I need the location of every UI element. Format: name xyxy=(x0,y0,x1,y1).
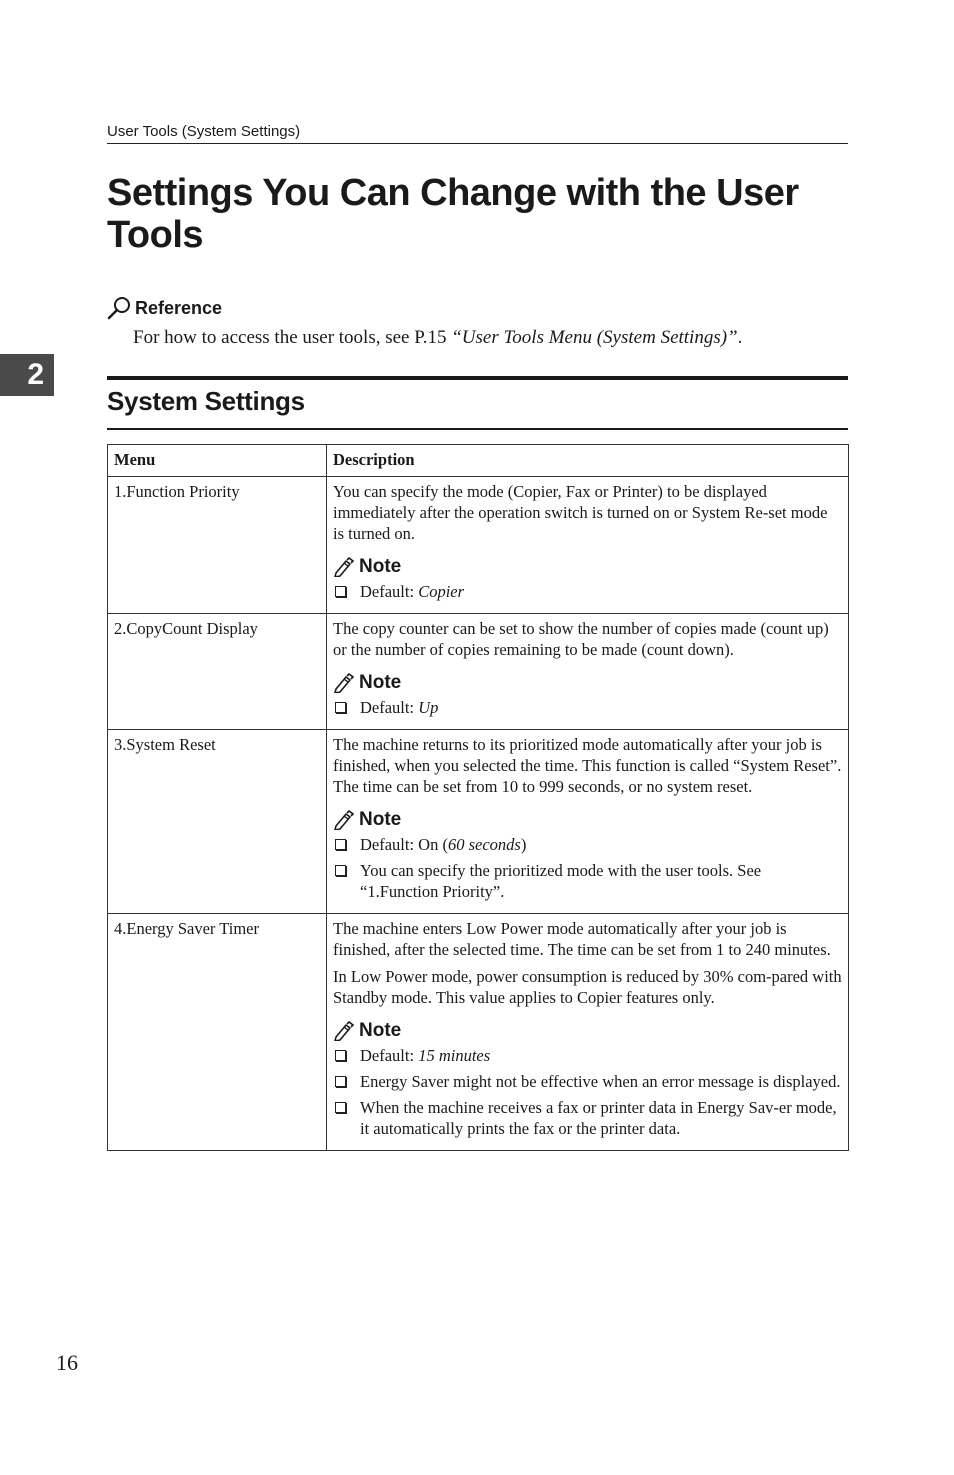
description-cell xyxy=(327,477,849,614)
menu-cell: 2.CopyCount Display xyxy=(108,614,327,730)
description-paragraph: The machine returns to its prioritized mode automatically after your job is finished, when you selected the time. This function is called “System Reset”. The time can be set from 10 to 999 seconds, or no system reset. xyxy=(333,735,842,796)
checkbox-bullet-icon xyxy=(335,702,346,713)
page-number: 16 xyxy=(56,1350,78,1375)
table-row xyxy=(108,477,849,614)
note-label: Note xyxy=(359,809,402,830)
note-heading xyxy=(333,1020,842,1041)
note-label: Note xyxy=(359,556,402,577)
checkbox-bullet-icon xyxy=(335,839,346,850)
description-paragraph: The copy counter can be set to show the number of copies made (count up) or the number of copies remaining to be made (count down). xyxy=(333,619,829,659)
running-header: User Tools (System Settings) xyxy=(107,123,848,144)
chapter-tab xyxy=(0,354,54,396)
description-cell xyxy=(327,730,849,914)
note-heading xyxy=(333,809,842,830)
note-bullet-text: When the machine receives a fax or printer data in Energy Sav-er mode, it automatically prints the fax or the printer data. xyxy=(360,1098,837,1138)
magnifier-icon xyxy=(107,296,133,320)
default-text xyxy=(360,1045,490,1066)
note-pencil-icon xyxy=(333,557,355,577)
note-bullet-text: Energy Saver might not be effective when an error message is displayed. xyxy=(360,1072,841,1091)
menu-cell: 1.Function Priority xyxy=(108,477,327,614)
description-cell xyxy=(327,914,849,1151)
description-paragraph: In Low Power mode, power consumption is reduced by 30% com-pared with Standby mode. This value applies to Copier features only. xyxy=(333,967,842,1007)
default-value: 60 seconds xyxy=(447,835,521,854)
note-bullet xyxy=(333,860,842,902)
checkbox-bullet-icon xyxy=(335,1102,346,1113)
default-bullet xyxy=(333,581,842,602)
table-row xyxy=(108,914,849,1151)
default-bullet xyxy=(333,834,842,855)
note-bullet xyxy=(333,1071,842,1092)
table-row xyxy=(108,614,849,730)
default-prefix: Default: xyxy=(360,1046,419,1065)
description-column-header: Description xyxy=(327,445,849,477)
reference-label: Reference xyxy=(135,297,223,318)
description-paragraph: You can specify the mode (Copier, Fax or Printer) to be displayed immediately after the operation switch is turned on or System Re-set mode is turned on. xyxy=(333,482,828,543)
default-value: Copier xyxy=(418,582,465,601)
section-rule-top xyxy=(107,376,848,380)
description-cell xyxy=(327,614,849,730)
note-label: Note xyxy=(359,672,402,693)
chapter-number: 2 xyxy=(27,358,44,391)
note-heading xyxy=(333,556,842,577)
reference-prefix: For how to access the user tools, see P.15 xyxy=(133,327,452,348)
reference-link[interactable]: “User Tools Menu (System Settings)” xyxy=(451,327,738,348)
default-value: 15 minutes xyxy=(418,1046,491,1065)
default-prefix: Default: xyxy=(360,582,419,601)
default-bullet xyxy=(333,697,842,718)
default-text xyxy=(360,834,526,855)
note-pencil-icon xyxy=(333,1021,355,1041)
note-bullet xyxy=(333,1097,842,1139)
checkbox-bullet-icon xyxy=(335,865,346,876)
menu-cell: 3.System Reset xyxy=(108,730,327,914)
note-heading xyxy=(333,672,842,693)
default-bullet xyxy=(333,1045,842,1066)
note-bullet-text: You can specify the prioritized mode with the user tools. See “1.Function Priority”. xyxy=(360,861,762,901)
page-title: Settings You Can Change with the User Tools xyxy=(107,172,799,256)
section-title: System Settings xyxy=(107,386,305,416)
menu-cell: 4.Energy Saver Timer xyxy=(108,914,327,1151)
table-header-row xyxy=(108,445,849,477)
settings-table xyxy=(107,444,849,1151)
section-rule-bottom xyxy=(107,428,848,430)
reference-heading xyxy=(107,296,222,320)
reference-suffix: . xyxy=(737,327,743,348)
checkbox-bullet-icon xyxy=(335,1050,346,1061)
menu-column-header: Menu xyxy=(108,445,327,477)
default-text xyxy=(360,581,464,602)
reference-text xyxy=(133,327,742,349)
description-paragraph: The machine enters Low Power mode automatically after your job is finished, after the selected time. The time can be set from 1 to 240 minutes. xyxy=(333,919,831,959)
checkbox-bullet-icon xyxy=(335,1076,346,1087)
default-suffix: ) xyxy=(520,835,527,854)
note-pencil-icon xyxy=(333,810,355,830)
default-prefix: Default: xyxy=(360,698,419,717)
note-label: Note xyxy=(359,1020,402,1041)
default-prefix: Default: On ( xyxy=(360,835,448,854)
checkbox-bullet-icon xyxy=(335,586,346,597)
note-pencil-icon xyxy=(333,673,355,693)
default-value: Up xyxy=(418,698,439,717)
table-row xyxy=(108,730,849,914)
default-text xyxy=(360,697,438,718)
